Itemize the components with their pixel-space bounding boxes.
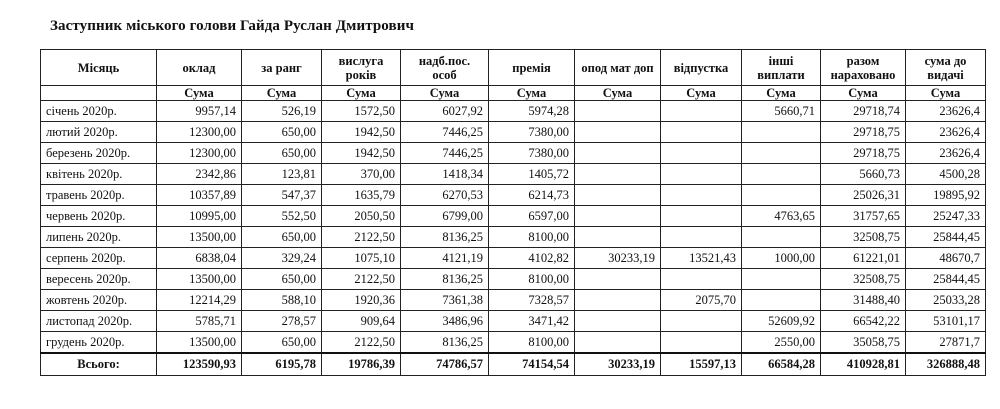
- column-header: Місяць: [41, 50, 157, 86]
- table-row: [41, 122, 986, 143]
- value-cell: 1942,50: [322, 122, 401, 143]
- subheader-cell: [41, 86, 157, 101]
- value-cell: 12300,00: [157, 143, 242, 164]
- total-cell: 123590,93: [157, 353, 242, 376]
- value-cell: [661, 227, 742, 248]
- subheader-cell: Сума: [742, 86, 821, 101]
- value-cell: [742, 143, 821, 164]
- value-cell: [661, 122, 742, 143]
- value-cell: 8100,00: [489, 269, 575, 290]
- value-cell: 1405,72: [489, 164, 575, 185]
- value-cell: [742, 164, 821, 185]
- value-cell: 6799,00: [401, 206, 489, 227]
- table-row: [41, 311, 986, 332]
- value-cell: 25026,31: [821, 185, 906, 206]
- value-cell: [575, 101, 661, 122]
- value-cell: 329,24: [242, 248, 322, 269]
- value-cell: 13500,00: [157, 332, 242, 354]
- value-cell: 5660,73: [821, 164, 906, 185]
- value-cell: [661, 206, 742, 227]
- column-header: надб.пос. особ: [401, 50, 489, 86]
- value-cell: 30233,19: [575, 248, 661, 269]
- column-header: вислуга років: [322, 50, 401, 86]
- value-cell: 12214,29: [157, 290, 242, 311]
- value-cell: [575, 311, 661, 332]
- table-row: [41, 206, 986, 227]
- total-cell: 15597,13: [661, 353, 742, 376]
- value-cell: 3486,96: [401, 311, 489, 332]
- value-cell: 650,00: [242, 227, 322, 248]
- value-cell: 52609,92: [742, 311, 821, 332]
- value-cell: 588,10: [242, 290, 322, 311]
- month-cell: січень 2020р.: [41, 101, 157, 122]
- value-cell: 6027,92: [401, 101, 489, 122]
- value-cell: 2342,86: [157, 164, 242, 185]
- total-label: Всього:: [41, 353, 157, 376]
- value-cell: 4500,28: [906, 164, 986, 185]
- column-header: сума до видачі: [906, 50, 986, 86]
- total-cell: 74154,54: [489, 353, 575, 376]
- value-cell: 13521,43: [661, 248, 742, 269]
- value-cell: [661, 185, 742, 206]
- value-cell: 23626,4: [906, 122, 986, 143]
- table-row: [41, 185, 986, 206]
- value-cell: 25247,33: [906, 206, 986, 227]
- value-cell: 8136,25: [401, 269, 489, 290]
- value-cell: 9957,14: [157, 101, 242, 122]
- value-cell: 650,00: [242, 122, 322, 143]
- value-cell: 7446,25: [401, 143, 489, 164]
- subheader-cell: Сума: [157, 86, 242, 101]
- total-cell: 19786,39: [322, 353, 401, 376]
- value-cell: 2122,50: [322, 332, 401, 354]
- value-cell: 1942,50: [322, 143, 401, 164]
- value-cell: [661, 332, 742, 354]
- value-cell: 7328,57: [489, 290, 575, 311]
- subheader-row: [41, 86, 986, 101]
- value-cell: 1075,10: [322, 248, 401, 269]
- value-cell: 1418,34: [401, 164, 489, 185]
- total-cell: 326888,48: [906, 353, 986, 376]
- total-cell: 74786,57: [401, 353, 489, 376]
- month-cell: квітень 2020р.: [41, 164, 157, 185]
- value-cell: 29718,75: [821, 143, 906, 164]
- value-cell: [575, 206, 661, 227]
- value-cell: 10995,00: [157, 206, 242, 227]
- month-cell: листопад 2020р.: [41, 311, 157, 332]
- value-cell: 6214,73: [489, 185, 575, 206]
- value-cell: [742, 185, 821, 206]
- value-cell: [661, 143, 742, 164]
- value-cell: 66542,22: [821, 311, 906, 332]
- value-cell: [575, 143, 661, 164]
- column-header: інші виплати: [742, 50, 821, 86]
- value-cell: 10357,89: [157, 185, 242, 206]
- column-header: за ранг: [242, 50, 322, 86]
- value-cell: 25844,45: [906, 227, 986, 248]
- page-title: Заступник міського голови Гайда Руслан Дмитрович: [50, 18, 415, 34]
- table-row: [41, 248, 986, 269]
- value-cell: 2122,50: [322, 227, 401, 248]
- value-cell: [661, 311, 742, 332]
- subheader-cell: Сума: [575, 86, 661, 101]
- header-row: [41, 50, 986, 86]
- table-row: [41, 143, 986, 164]
- value-cell: 31757,65: [821, 206, 906, 227]
- value-cell: 19895,92: [906, 185, 986, 206]
- value-cell: [661, 164, 742, 185]
- value-cell: 8100,00: [489, 227, 575, 248]
- value-cell: 5974,28: [489, 101, 575, 122]
- value-cell: 2122,50: [322, 269, 401, 290]
- column-header: опод мат доп: [575, 50, 661, 86]
- month-cell: вересень 2020р.: [41, 269, 157, 290]
- total-cell: 410928,81: [821, 353, 906, 376]
- value-cell: 2550,00: [742, 332, 821, 354]
- value-cell: 27871,7: [906, 332, 986, 354]
- value-cell: 48670,7: [906, 248, 986, 269]
- value-cell: 6270,53: [401, 185, 489, 206]
- value-cell: 547,37: [242, 185, 322, 206]
- value-cell: 23626,4: [906, 143, 986, 164]
- value-cell: 123,81: [242, 164, 322, 185]
- value-cell: 1572,50: [322, 101, 401, 122]
- value-cell: 8136,25: [401, 227, 489, 248]
- value-cell: 1920,36: [322, 290, 401, 311]
- value-cell: 2050,50: [322, 206, 401, 227]
- total-cell: 30233,19: [575, 353, 661, 376]
- value-cell: 6597,00: [489, 206, 575, 227]
- value-cell: [742, 122, 821, 143]
- value-cell: [575, 290, 661, 311]
- value-cell: 8100,00: [489, 332, 575, 354]
- value-cell: 526,19: [242, 101, 322, 122]
- value-cell: 7446,25: [401, 122, 489, 143]
- value-cell: [575, 122, 661, 143]
- value-cell: 61221,01: [821, 248, 906, 269]
- value-cell: 4763,65: [742, 206, 821, 227]
- value-cell: [742, 227, 821, 248]
- value-cell: 31488,40: [821, 290, 906, 311]
- value-cell: 7361,38: [401, 290, 489, 311]
- table-row: [41, 227, 986, 248]
- value-cell: 5660,71: [742, 101, 821, 122]
- subheader-cell: Сума: [242, 86, 322, 101]
- value-cell: 909,64: [322, 311, 401, 332]
- column-header: разом нараховано: [821, 50, 906, 86]
- table-row: [41, 101, 986, 122]
- value-cell: 650,00: [242, 332, 322, 354]
- salary-table: [40, 49, 986, 376]
- subheader-cell: Сума: [489, 86, 575, 101]
- total-cell: 66584,28: [742, 353, 821, 376]
- subheader-cell: Сума: [821, 86, 906, 101]
- value-cell: [661, 101, 742, 122]
- table-row: [41, 332, 986, 354]
- value-cell: 7380,00: [489, 143, 575, 164]
- value-cell: 29718,75: [821, 122, 906, 143]
- value-cell: 8136,25: [401, 332, 489, 354]
- value-cell: 278,57: [242, 311, 322, 332]
- value-cell: 32508,75: [821, 227, 906, 248]
- subheader-cell: Сума: [401, 86, 489, 101]
- value-cell: [575, 164, 661, 185]
- value-cell: 29718,74: [821, 101, 906, 122]
- month-cell: липень 2020р.: [41, 227, 157, 248]
- column-header: оклад: [157, 50, 242, 86]
- value-cell: 4121,19: [401, 248, 489, 269]
- month-cell: жовтень 2020р.: [41, 290, 157, 311]
- value-cell: 25844,45: [906, 269, 986, 290]
- month-cell: травень 2020р.: [41, 185, 157, 206]
- month-cell: березень 2020р.: [41, 143, 157, 164]
- value-cell: 13500,00: [157, 227, 242, 248]
- value-cell: 2075,70: [661, 290, 742, 311]
- value-cell: 35058,75: [821, 332, 906, 354]
- month-cell: лютий 2020р.: [41, 122, 157, 143]
- subheader-cell: Сума: [906, 86, 986, 101]
- table-row: [41, 290, 986, 311]
- table-row: [41, 269, 986, 290]
- value-cell: 13500,00: [157, 269, 242, 290]
- value-cell: 23626,4: [906, 101, 986, 122]
- value-cell: [661, 269, 742, 290]
- value-cell: 3471,42: [489, 311, 575, 332]
- value-cell: 650,00: [242, 269, 322, 290]
- table-body: [41, 101, 986, 354]
- value-cell: 552,50: [242, 206, 322, 227]
- value-cell: 6838,04: [157, 248, 242, 269]
- value-cell: 5785,71: [157, 311, 242, 332]
- value-cell: 650,00: [242, 143, 322, 164]
- value-cell: [742, 290, 821, 311]
- value-cell: 370,00: [322, 164, 401, 185]
- month-cell: червень 2020р.: [41, 206, 157, 227]
- month-cell: серпень 2020р.: [41, 248, 157, 269]
- value-cell: [575, 269, 661, 290]
- value-cell: 53101,17: [906, 311, 986, 332]
- table-row: [41, 164, 986, 185]
- total-row: [41, 353, 986, 376]
- value-cell: 12300,00: [157, 122, 242, 143]
- value-cell: 1000,00: [742, 248, 821, 269]
- value-cell: 1635,79: [322, 185, 401, 206]
- value-cell: [575, 227, 661, 248]
- month-cell: грудень 2020р.: [41, 332, 157, 354]
- value-cell: 7380,00: [489, 122, 575, 143]
- column-header: премія: [489, 50, 575, 86]
- subheader-cell: Сума: [661, 86, 742, 101]
- value-cell: 25033,28: [906, 290, 986, 311]
- total-cell: 6195,78: [242, 353, 322, 376]
- value-cell: [575, 185, 661, 206]
- value-cell: [575, 332, 661, 354]
- column-header: відпустка: [661, 50, 742, 86]
- value-cell: 32508,75: [821, 269, 906, 290]
- value-cell: [742, 269, 821, 290]
- subheader-cell: Сума: [322, 86, 401, 101]
- value-cell: 4102,82: [489, 248, 575, 269]
